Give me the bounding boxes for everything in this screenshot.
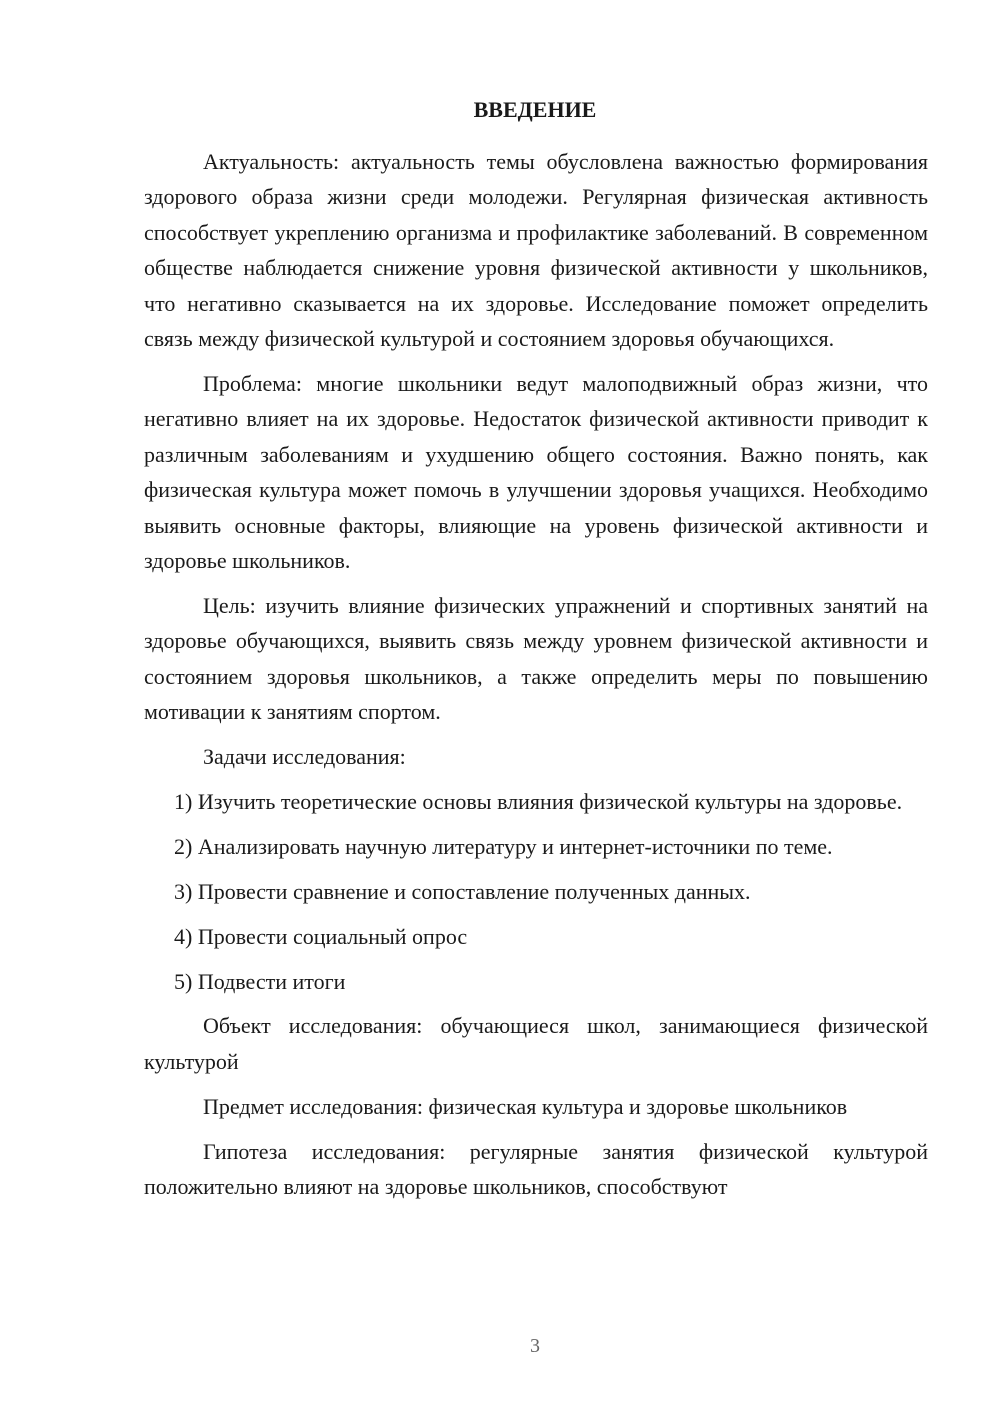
paragraph-problem: Проблема: многие школьники ведут малоподвижный образ жизни, что негативно влияет на их здоровье. Недостаток физической активности приводит к различным заболеваниям и ухудшению общего состояния. Важно понять, как физическая культура может помочь в улучшении здоровья учащихся. Необходимо выявить основные факторы, влияющие на уровень физической активности и здоровье школьников. [144,370,928,573]
paragraph-relevance: Актуальность: актуальность темы обусловлена важностью формирования здорового образа жизни среди молодежи. Регулярная физическая активность способствует укреплению организма и профилактике заболеваний. В современном обществе наблюдается снижение уровня физической активности у школьников, что негативно сказывается на их здоровье. Исследование поможет определить связь между физической культурой и состоянием здоровья обучающихся. [144,149,928,352]
task-item-1: 1) Изучить теоретические основы влияния физической культуры на здоровье. [174,788,903,814]
task-item-5: 5) Подвести итоги [174,968,346,994]
task-item-4: 4) Провести социальный опрос [174,923,468,949]
task-item-2: 2) Анализировать научную литературу и интернет-источники по теме. [174,833,833,859]
task-item-3: 3) Провести сравнение и сопоставление полученных данных. [174,878,751,904]
page-number: 3 [530,1335,540,1357]
document-body [144,144,928,1214]
section-heading: ВВЕДЕНИЕ [473,97,597,122]
paragraph-object: Объект исследования: обучающиеся школ, занимающиеся физической культурой [144,1013,928,1074]
paragraph-hypothesis: Гипотеза исследования: регулярные занятия физической культурой положительно влияют на здоровье школьников, способствуют [144,1138,928,1200]
paragraph-subject: Предмет исследования: физическая культура и здоровье школьников [203,1093,848,1119]
paragraph-tasks-heading: Задачи исследования: [203,744,406,769]
paragraph-goal: Цель: изучить влияние физических упражнений и спортивных занятий на здоровье обучающихся, выявить связь между уровнем физической активности и состоянием здоровья школьников, а также определить меры по повышению мотивации к занятиям спортом. [144,592,928,725]
